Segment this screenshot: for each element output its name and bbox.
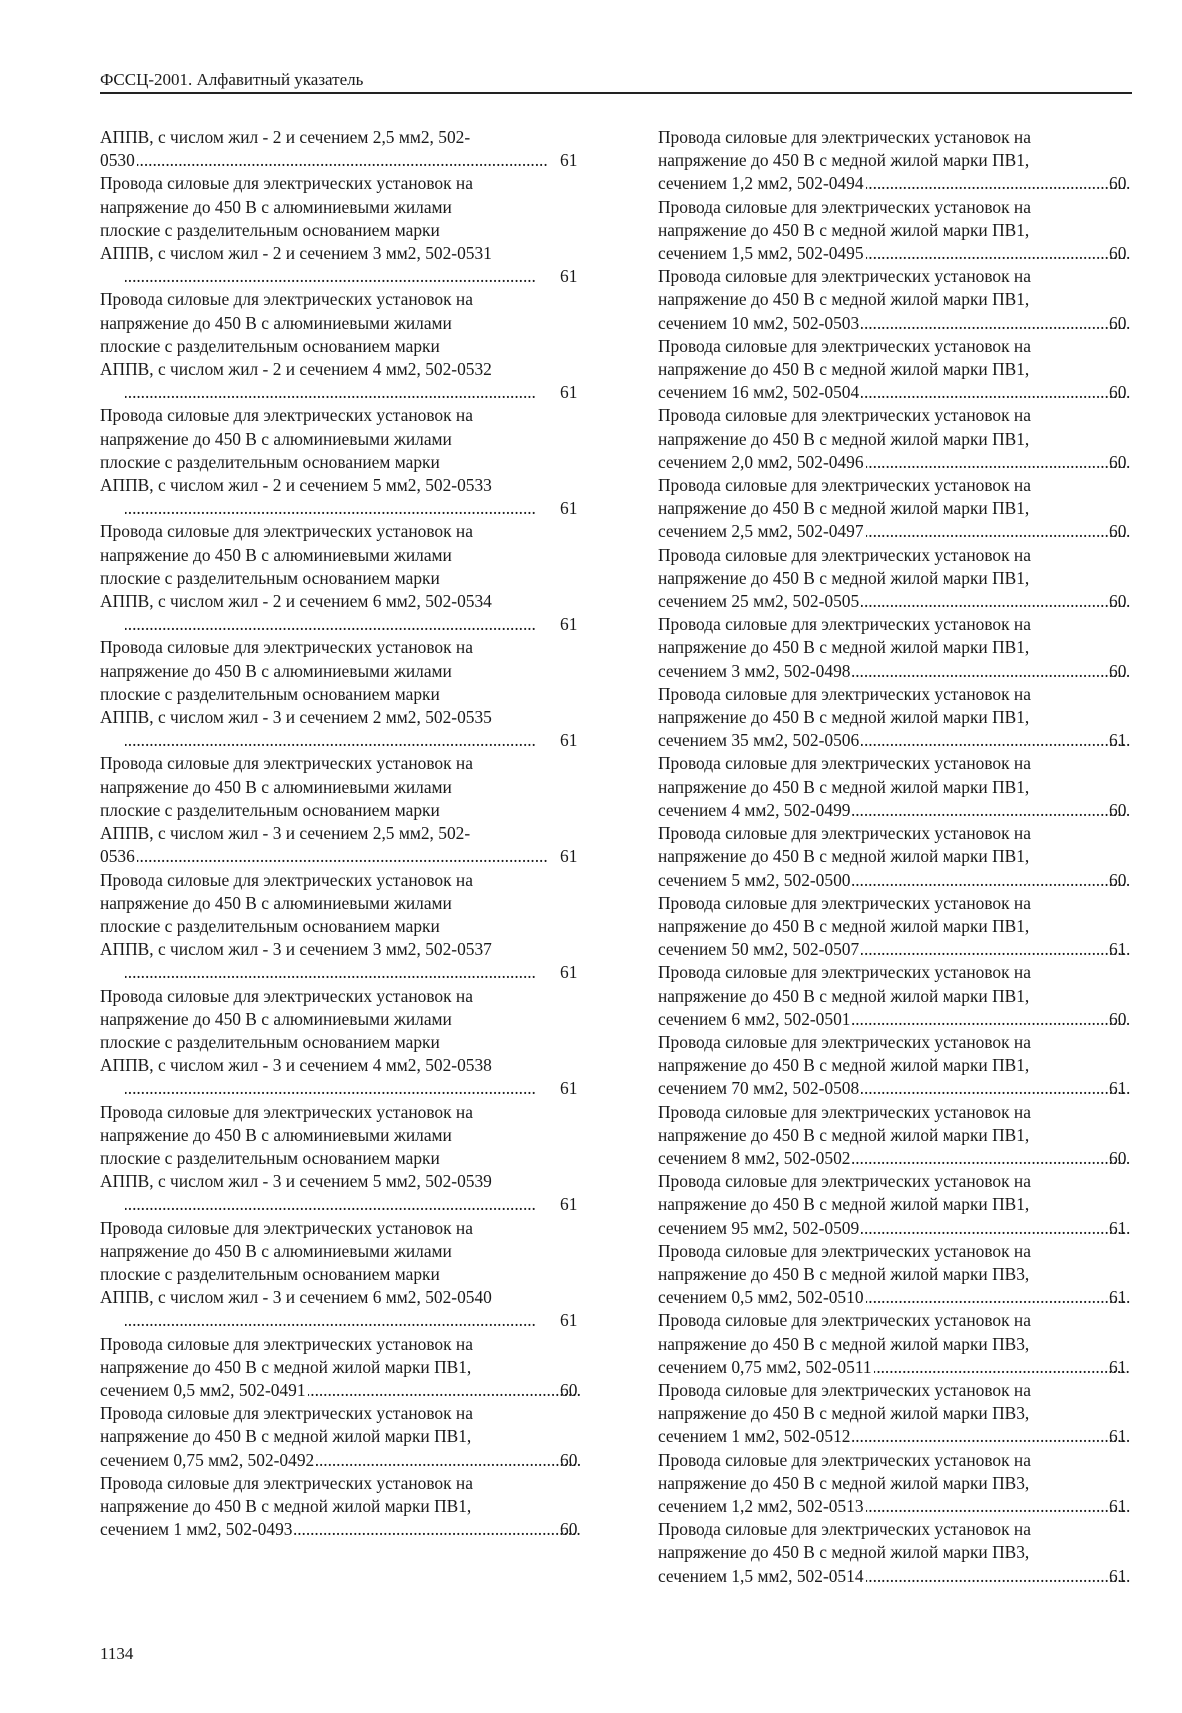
entry-page-row: сечением 8 мм2, 502-0502 . . . 60 <box>681 1147 1132 1170</box>
entry-line: Провода силовые для электрических установок на <box>658 1240 1031 1261</box>
entry-page-row: сечением 0,75 мм2, 502-0511 . . . 61 <box>681 1356 1132 1379</box>
index-entry <box>100 172 583 288</box>
index-entry <box>100 288 583 404</box>
entry-line: Провода силовые для электрических установок на <box>658 1101 1031 1122</box>
entry-line: АППВ, с числом жил - 2 и сечением 4 мм2, 502-0532 <box>100 359 492 380</box>
page-title: ФССЦ-2001. Алфавитный указатель <box>100 70 364 89</box>
dot-leader <box>861 1217 1130 1240</box>
entry-line: Провода силовые для электрических установок на <box>658 1379 1031 1400</box>
entry-line: напряжение до 450 В с медной жилой марки ПВ1, <box>658 567 1030 588</box>
entry-line: напряжение до 450 В с медной жилой марки ПВ1, <box>658 846 1030 867</box>
entry-line: плоские с разделительным основанием марки <box>100 683 440 704</box>
entry-page-row: . . . 61 <box>123 613 583 636</box>
entry-last-line: сечением 1,5 мм2, 502-0514 <box>658 1565 864 1586</box>
index-entry <box>658 404 1132 474</box>
entry-line: Провода силовые для электрических установок на <box>100 869 473 890</box>
entry-last-line: сечением 16 мм2, 502-0504 <box>658 382 860 403</box>
dot-leader <box>861 938 1130 961</box>
index-entry <box>658 265 1132 335</box>
dot-leader <box>866 1286 1130 1309</box>
entry-line: Провода силовые для электрических установок на <box>658 753 1031 774</box>
entry-page-row: 0530 . . . 61 <box>123 149 583 172</box>
entry-last-line: сечением 1,2 мм2, 502-0494 <box>658 173 864 194</box>
entry-page-row: 0536 . . . 61 <box>123 845 583 868</box>
dot-leader <box>852 660 1130 683</box>
index-column-left <box>100 126 583 1541</box>
index-entry <box>100 520 583 636</box>
entry-last-line: сечением 4 мм2, 502-0499 <box>658 799 851 820</box>
entry-line: напряжение до 450 В с медной жилой марки ПВ3, <box>658 1542 1030 1563</box>
index-entry <box>658 1518 1132 1588</box>
entry-line: АППВ, с числом жил - 2 и сечением 2,5 мм2, 502- <box>100 127 471 147</box>
entry-line: Провода силовые для электрических установок на <box>658 1449 1031 1470</box>
entry-line: Провода силовые для электрических установок на <box>658 127 1031 147</box>
entry-page-row: сечением 50 мм2, 502-0507 . . . 61 <box>681 938 1132 961</box>
entry-line: плоские с разделительным основанием марки <box>100 1263 440 1284</box>
index-entry <box>100 985 583 1101</box>
entry-line: плоские с разделительным основанием марки <box>100 915 440 936</box>
entry-page-row: . . . 61 <box>123 497 583 520</box>
page-number: 1134 <box>100 1644 134 1663</box>
index-entry <box>658 683 1132 753</box>
entry-page-row: сечением 1,2 мм2, 502-0513 . . . 61 <box>681 1495 1132 1518</box>
dot-leader <box>861 312 1130 335</box>
entry-line: напряжение до 450 В с алюминиевыми жилами <box>100 660 452 681</box>
entry-line: Провода силовые для электрических установок на <box>100 405 473 426</box>
dot-leader <box>125 1193 581 1216</box>
entry-page-row: . . . 61 <box>123 1193 583 1216</box>
entry-line: АППВ, с числом жил - 3 и сечением 3 мм2, 502-0537 <box>100 939 492 960</box>
entry-last-line: сечением 0,5 мм2, 502-0510 <box>658 1287 864 1308</box>
entry-line: АППВ, с числом жил - 3 и сечением 2,5 мм2, 502- <box>100 823 471 844</box>
entry-last-line: сечением 6 мм2, 502-0501 <box>658 1008 851 1029</box>
entry-line: напряжение до 450 В с медной жилой марки ПВ1, <box>658 1055 1030 1076</box>
dot-leader <box>137 149 581 172</box>
dot-leader <box>861 381 1130 404</box>
index-entry <box>658 1240 1132 1310</box>
entry-line: Провода силовые для электрических установок на <box>658 962 1031 983</box>
entry-line: Провода силовые для электрических установок на <box>100 1333 473 1354</box>
entry-line: Провода силовые для электрических установок на <box>100 521 473 542</box>
entry-line: Провода силовые для электрических установок на <box>100 985 473 1006</box>
index-entry <box>658 126 1132 196</box>
dot-leader <box>874 1356 1130 1379</box>
entry-line: Провода силовые для электрических установок на <box>100 1101 473 1122</box>
entry-line: напряжение до 450 В с медной жилой марки ПВ3, <box>658 1333 1030 1354</box>
entry-last-line: сечением 1 мм2, 502-0512 <box>658 1426 851 1447</box>
index-entry <box>100 1217 583 1333</box>
index-entry <box>658 752 1132 822</box>
entry-last-line: 0530 <box>100 150 135 171</box>
entry-line: плоские с разделительным основанием марки <box>100 1147 440 1168</box>
entry-line: напряжение до 450 В с медной жилой марки ПВ1, <box>658 637 1030 658</box>
index-column-right <box>658 126 1132 1588</box>
entry-last-line: сечением 1 мм2, 502-0493 <box>100 1519 293 1540</box>
entry-line: напряжение до 450 В с медной жилой марки ПВ3, <box>658 1403 1030 1424</box>
entry-last-line: сечением 35 мм2, 502-0506 <box>658 730 860 751</box>
entry-line: Провода силовые для электрических установок на <box>658 544 1031 565</box>
entry-line: АППВ, с числом жил - 2 и сечением 6 мм2, 502-0534 <box>100 591 492 612</box>
entry-line: напряжение до 450 В с алюминиевыми жилами <box>100 1124 452 1145</box>
entry-last-line: сечением 10 мм2, 502-0503 <box>658 312 860 333</box>
entry-page-row: . . . 61 <box>123 1309 583 1332</box>
entry-page-row: сечением 95 мм2, 502-0509 . . . 61 <box>681 1217 1132 1240</box>
dot-leader <box>125 1309 581 1332</box>
entry-page-row: сечением 35 мм2, 502-0506 . . . 61 <box>681 729 1132 752</box>
entry-page-row: сечением 0,75 мм2, 502-0492 . . . 60 <box>123 1449 583 1472</box>
entry-line: напряжение до 450 В с алюминиевыми жилами <box>100 1240 452 1261</box>
entry-line: Провода силовые для электрических установок на <box>100 289 473 310</box>
dot-leader <box>852 1147 1130 1170</box>
entry-page-row: сечением 6 мм2, 502-0501 . . . 60 <box>681 1008 1132 1031</box>
dot-leader <box>866 242 1130 265</box>
entry-line: Провода силовые для электрических установок на <box>100 1403 473 1424</box>
entry-page-row: сечением 3 мм2, 502-0498 . . . 60 <box>681 660 1132 683</box>
entry-page-row: . . . 61 <box>123 265 583 288</box>
dot-leader <box>852 1008 1130 1031</box>
entry-page-row: сечением 16 мм2, 502-0504 . . . 60 <box>681 381 1132 404</box>
dot-leader <box>866 1495 1130 1518</box>
entry-line: напряжение до 450 В с медной жилой марки ПВ3, <box>658 1263 1030 1284</box>
dot-leader <box>861 1077 1130 1100</box>
dot-leader <box>125 613 581 636</box>
dot-leader <box>125 961 581 984</box>
entry-page-row: сечением 2,0 мм2, 502-0496 . . . 60 <box>681 451 1132 474</box>
entry-line: напряжение до 450 В с медной жилой марки ПВ1, <box>658 428 1030 449</box>
index-entry <box>658 892 1132 962</box>
index-entry <box>100 752 583 868</box>
entry-line: Провода силовые для электрических установок на <box>658 405 1031 426</box>
dot-leader <box>125 497 581 520</box>
entry-line: плоские с разделительным основанием марки <box>100 219 440 240</box>
entry-line: напряжение до 450 В с медной жилой марки ПВ1, <box>100 1356 472 1377</box>
entry-line: Провода силовые для электрических установок на <box>658 1171 1031 1192</box>
page-header <box>100 70 1132 94</box>
entry-line: напряжение до 450 В с медной жилой марки ПВ1, <box>658 150 1030 171</box>
entry-line: АППВ, с числом жил - 3 и сечением 4 мм2, 502-0538 <box>100 1055 492 1076</box>
index-entry <box>658 1031 1132 1101</box>
index-entry <box>658 544 1132 614</box>
index-entry <box>100 869 583 985</box>
entry-last-line: сечением 1,5 мм2, 502-0495 <box>658 243 864 264</box>
entry-last-line: 0536 <box>100 846 135 867</box>
entry-last-line: сечением 5 мм2, 502-0500 <box>658 869 851 890</box>
index-entry <box>100 636 583 752</box>
entry-page-row: . . . 61 <box>123 961 583 984</box>
entry-page-row: сечением 1 мм2, 502-0493 . . . 60 <box>123 1518 583 1541</box>
entry-line: напряжение до 450 В с медной жилой марки ПВ1, <box>658 1194 1030 1215</box>
entry-page-row: сечением 0,5 мм2, 502-0510 . . . 61 <box>681 1286 1132 1309</box>
entry-line: плоские с разделительным основанием марки <box>100 335 440 356</box>
entry-line: напряжение до 450 В с медной жилой марки ПВ3, <box>658 1472 1030 1493</box>
entry-page-row: сечением 70 мм2, 502-0508 . . . 61 <box>681 1077 1132 1100</box>
index-entry <box>658 196 1132 266</box>
dot-leader <box>308 1379 581 1402</box>
entry-line: Провода силовые для электрических установок на <box>100 1217 473 1238</box>
entry-page-row: . . . 61 <box>123 729 583 752</box>
entry-line: напряжение до 450 В с медной жилой марки ПВ1, <box>658 1124 1030 1145</box>
entry-line: Провода силовые для электрических установок на <box>658 823 1031 844</box>
entry-line: напряжение до 450 В с медной жилой марки ПВ1, <box>658 776 1030 797</box>
dot-leader <box>866 520 1130 543</box>
entry-page-row: сечением 25 мм2, 502-0505 . . . 60 <box>681 590 1132 613</box>
entry-last-line: сечением 50 мм2, 502-0507 <box>658 939 860 960</box>
entry-line: напряжение до 450 В с медной жилой марки ПВ1, <box>100 1495 472 1516</box>
index-entry <box>658 335 1132 405</box>
index-entry <box>658 1101 1132 1171</box>
entry-last-line: сечением 70 мм2, 502-0508 <box>658 1078 860 1099</box>
index-entry <box>100 1402 583 1472</box>
index-entry <box>658 1449 1132 1519</box>
entry-last-line: сечением 1,2 мм2, 502-0513 <box>658 1495 864 1516</box>
dot-leader <box>125 729 581 752</box>
entry-last-line: сечением 0,75 мм2, 502-0492 <box>100 1449 315 1470</box>
entry-line: напряжение до 450 В с алюминиевыми жилами <box>100 196 452 217</box>
dot-leader <box>866 172 1130 195</box>
dot-leader <box>866 1565 1130 1588</box>
entry-line: плоские с разделительным основанием марки <box>100 1031 440 1052</box>
entry-line: Провода силовые для электрических установок на <box>100 1472 473 1493</box>
entry-line: напряжение до 450 В с медной жилой марки ПВ1, <box>658 985 1030 1006</box>
entry-line: напряжение до 450 В с алюминиевыми жилами <box>100 1008 452 1029</box>
dot-leader <box>316 1449 581 1472</box>
entry-line: Провода силовые для электрических установок на <box>658 1031 1031 1052</box>
entry-page-row: сечением 1 мм2, 502-0512 . . . 61 <box>681 1425 1132 1448</box>
entry-line: напряжение до 450 В с медной жилой марки ПВ1, <box>658 915 1030 936</box>
entry-line: напряжение до 450 В с медной жилой марки ПВ1, <box>658 219 1030 240</box>
entry-page-row: . . . 61 <box>123 1077 583 1100</box>
entry-line: АППВ, с числом жил - 3 и сечением 5 мм2, 502-0539 <box>100 1171 492 1192</box>
entry-page-row: сечением 1,5 мм2, 502-0514 . . . 61 <box>681 1565 1132 1588</box>
entry-last-line: сечением 0,75 мм2, 502-0511 <box>658 1356 872 1377</box>
dot-leader <box>125 1077 581 1100</box>
entry-last-line: сечением 3 мм2, 502-0498 <box>658 660 851 681</box>
entry-last-line: сечением 8 мм2, 502-0502 <box>658 1147 851 1168</box>
entry-line: напряжение до 450 В с медной жилой марки ПВ1, <box>658 359 1030 380</box>
index-entry <box>100 1101 583 1217</box>
dot-leader <box>125 381 581 404</box>
index-entry <box>100 1472 583 1542</box>
entry-line: АППВ, с числом жил - 3 и сечением 6 мм2, 502-0540 <box>100 1287 492 1308</box>
dot-leader <box>861 590 1130 613</box>
entry-line: напряжение до 450 В с алюминиевыми жилами <box>100 776 452 797</box>
dot-leader <box>852 869 1130 892</box>
entry-page-row: сечением 4 мм2, 502-0499 . . . 60 <box>681 799 1132 822</box>
dot-leader <box>866 451 1130 474</box>
entry-line: Провода силовые для электрических установок на <box>658 1310 1031 1331</box>
entry-line: Провода силовые для электрических установок на <box>100 753 473 774</box>
entry-page-row: сечением 5 мм2, 502-0500 . . . 60 <box>681 869 1132 892</box>
index-entry <box>100 126 583 172</box>
entry-line: напряжение до 450 В с алюминиевыми жилами <box>100 892 452 913</box>
dot-leader <box>852 1425 1130 1448</box>
entry-line: напряжение до 450 В с медной жилой марки ПВ1, <box>100 1426 472 1447</box>
entry-page-row: сечением 1,5 мм2, 502-0495 . . . 60 <box>681 242 1132 265</box>
entry-line: Провода силовые для электрических установок на <box>658 475 1031 496</box>
entry-line: АППВ, с числом жил - 2 и сечением 5 мм2, 502-0533 <box>100 475 492 496</box>
entry-line: Провода силовые для электрических установок на <box>658 1519 1031 1540</box>
entry-last-line: сечением 95 мм2, 502-0509 <box>658 1217 860 1238</box>
entry-line: напряжение до 450 В с алюминиевыми жилами <box>100 428 452 449</box>
dot-leader <box>125 265 581 288</box>
entry-line: напряжение до 450 В с алюминиевыми жилами <box>100 312 452 333</box>
dot-leader <box>852 799 1130 822</box>
entry-line: Провода силовые для электрических установок на <box>658 683 1031 704</box>
entry-line: напряжение до 450 В с медной жилой марки ПВ1, <box>658 289 1030 310</box>
index-entry <box>658 822 1132 892</box>
entry-line: напряжение до 450 В с алюминиевыми жилами <box>100 544 452 565</box>
entry-last-line: сечением 0,5 мм2, 502-0491 <box>100 1379 306 1400</box>
entry-last-line: сечением 25 мм2, 502-0505 <box>658 591 860 612</box>
index-entry <box>658 961 1132 1031</box>
entry-page-row: сечением 10 мм2, 502-0503 . . . 60 <box>681 312 1132 335</box>
entry-line: Провода силовые для электрических установок на <box>100 637 473 658</box>
entry-line: АППВ, с числом жил - 3 и сечением 2 мм2, 502-0535 <box>100 707 492 728</box>
entry-line: АППВ, с числом жил - 2 и сечением 3 мм2, 502-0531 <box>100 243 492 264</box>
entry-line: Провода силовые для электрических установок на <box>100 173 473 194</box>
entry-line: напряжение до 450 В с медной жилой марки ПВ1, <box>658 707 1030 728</box>
entry-line: Провода силовые для электрических установок на <box>658 335 1031 356</box>
entry-line: Провода силовые для электрических установок на <box>658 266 1031 287</box>
entry-line: напряжение до 450 В с медной жилой марки ПВ1, <box>658 498 1030 519</box>
entry-page-row: сечением 0,5 мм2, 502-0491 . . . 60 <box>123 1379 583 1402</box>
entry-line: плоские с разделительным основанием марки <box>100 799 440 820</box>
index-entry <box>658 613 1132 683</box>
dot-leader <box>861 729 1130 752</box>
index-entry <box>658 1170 1132 1240</box>
entry-last-line: сечением 2,0 мм2, 502-0496 <box>658 451 864 472</box>
dot-leader <box>294 1518 581 1541</box>
entry-line: плоские с разделительным основанием марки <box>100 451 440 472</box>
entry-last-line: сечением 2,5 мм2, 502-0497 <box>658 521 864 542</box>
index-entry <box>658 1309 1132 1379</box>
entry-line: Провода силовые для электрических установок на <box>658 892 1031 913</box>
index-entry <box>658 1379 1132 1449</box>
entry-line: плоские с разделительным основанием марки <box>100 567 440 588</box>
index-entry <box>100 1333 583 1403</box>
index-entry <box>100 404 583 520</box>
entry-line: Провода силовые для электрических установок на <box>658 196 1031 217</box>
entry-line: Провода силовые для электрических установок на <box>658 614 1031 635</box>
entry-page-row: . . . 61 <box>123 381 583 404</box>
index-entry <box>658 474 1132 544</box>
entry-page-row: сечением 2,5 мм2, 502-0497 . . . 60 <box>681 520 1132 543</box>
dot-leader <box>137 845 581 868</box>
entry-page-row: сечением 1,2 мм2, 502-0494 . . . 60 <box>681 172 1132 195</box>
